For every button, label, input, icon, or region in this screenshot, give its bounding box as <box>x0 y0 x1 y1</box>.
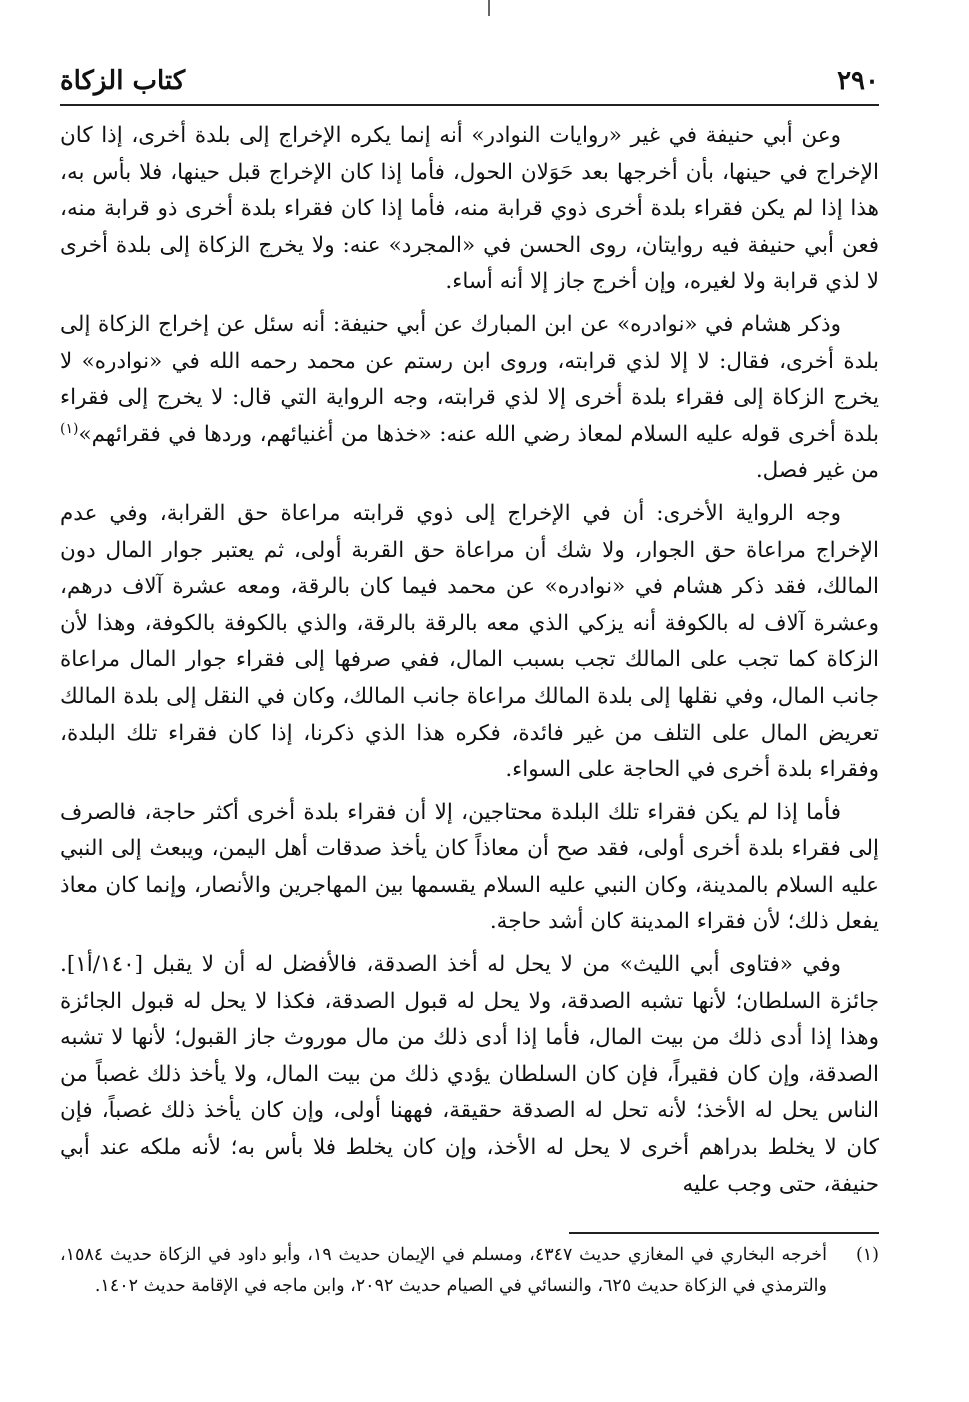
page-top-mark <box>488 0 490 16</box>
paragraph-with-footnote <box>60 307 879 490</box>
header-rule <box>60 104 879 106</box>
page-header <box>60 62 879 106</box>
body-text <box>60 118 879 1209</box>
footnote <box>60 1240 879 1302</box>
footnote-rule <box>569 1232 879 1234</box>
footnote-text: أخرجه البخاري في المغازي حديث ٤٣٤٧، ومسلم في الإيمان حديث ١٩، وأبو داود في الزكاة حديث ١٥٨٤، والترمذي في الزكاة حديث ٦٢٥، والنسائي في الصيام حديث ٢٠٩٢، وابن ماجه في الإقامة حديث ١٤٠٢. <box>60 1245 827 1296</box>
paragraph: وعن أبي حنيفة في غير «روايات النوادر» أنه إنما يكره الإخراج إلى بلدة أخرى، إذا كان الإخراج في حينها، بأن أخرجها بعد حَوَلان الحول، فأما إذا كان الإخراج قبل حينها، فلا بأس به، هذا إذا لم يكن فقراء بلدة أخرى ذوي قرابة منه، فأما إذا كان فقراء بلدة أخرى ذو قرابة منه، فعن أبي حنيفة فيه روايتان، روى الحسن في «المجرد» عنه: ولا يخرج الزكاة إلى بلدة أخرى لا لذي قرابة ولا لغيره، وإن أخرج جاز إلا أنه أساء. <box>60 123 879 295</box>
paragraph-text-tail: من غير فصل. <box>755 458 879 484</box>
footnote-reference[interactable]: (١) <box>60 420 79 437</box>
page-number: ٢٩٠ <box>837 66 879 96</box>
paragraph: فأما إذا لم يكن فقراء تلك البلدة محتاجين، إلا أن فقراء بلدة أخرى أكثر حاجة، فالصرف إلى فقراء بلدة أخرى أولى، فقد صح أن معاذاً كان يأخذ صدقات أهل اليمن، ويبعث إلى النبي عليه السلام بالمدينة، وكان النبي عليه السلام يقسمها بين المهاجرين والأنصار، وإنما كان معاذ يفعل ذلك؛ لأن فقراء المدينة كان أشد حاجة. <box>60 799 879 935</box>
running-head: كتاب الزكاة <box>60 66 186 96</box>
paragraph: وفي «فتاوى أبي الليث» من لا يحل له أخذ الصدقة، فالأفضل له أن لا يقبل [١٤٠/أ١]. جائزة السلطان؛ لأنها تشبه الصدقة، ولا يحل له قبول الصدقة، فكذا لا يحل له قبول الجائزة وهذا إذا أدى ذلك من بيت المال، فأما إذا أدى ذلك من مال موروث جاز القبول؛ لأنها لا تشبه الصدقة، وإن كان فقيراً، فإن كان السلطان يؤدي ذلك من بيت المال، ولا يأخذ ذلك غصباً من الناس يحل له الأخذ؛ لأنه تحل له الصدقة حقيقة، فههنا أولى، وإن كان يأخذ ذلك غصباً، فإن كان لا يخلط بدراهم أخرى لا يحل له الأخذ، وإن كان يخلط فلا بأس به؛ لأنه ملكه عند أبي حنيفة، حتى وجب عليه <box>60 952 879 1197</box>
paragraph: وجه الرواية الأخرى: أن في الإخراج إلى ذوي قرابته مراعاة حق القرابة، وفي عدم الإخراج مراعاة حق الجوار، ولا شك أن مراعاة حق القربة أولى، ثم يعتبر جوار المال دون المالك، فقد ذكر هشام في «نوادره» عن محمد فيما كان بالرقة، ومعه عشرة آلاف درهم، وعشرة آلاف له بالكوفة أنه يزكي الذي معه بالرقة بالرقة، والذي بالكوفة بالكوفة، وهذا لأن الزكاة كما تجب على المالك تجب بسبب المال، ففي صرفها إلى فقراء جوار المال مراعاة جانب المال، وفي نقلها إلى بلدة المالك مراعاة جانب المالك، وكان في النقل إلى بلدة المالك تعريض المال على التلف من غير فائدة، فكره هذا الذي ذكرنا، إذا كان فقراء تلك البلدة، وفقراء بلدة أخرى في الحاجة على السواء. <box>60 500 880 783</box>
paragraph-text: وذكر هشام في «نوادره» عن ابن المبارك عن أبي حنيفة: أنه سئل عن إخراج الزكاة إلى بلدة أخرى، فقال: لا إلا لذي قرابته، وروى ابن رستم عن محمد رحمه الله في «نوادره» لا يخرج الزكاة إلى فقراء بلدة أخرى إلا لذي قرابته، وجه الرواية التي قال: لا يخرج إلى فقراء بلدة أخرى قوله عليه السلام لمعاذ رضي الله عنه: «خذها من أغنيائهم، وردها في فقرائهم» <box>60 311 879 447</box>
footnotes <box>60 1240 879 1302</box>
footnote-number: (١) <box>855 1245 879 1265</box>
